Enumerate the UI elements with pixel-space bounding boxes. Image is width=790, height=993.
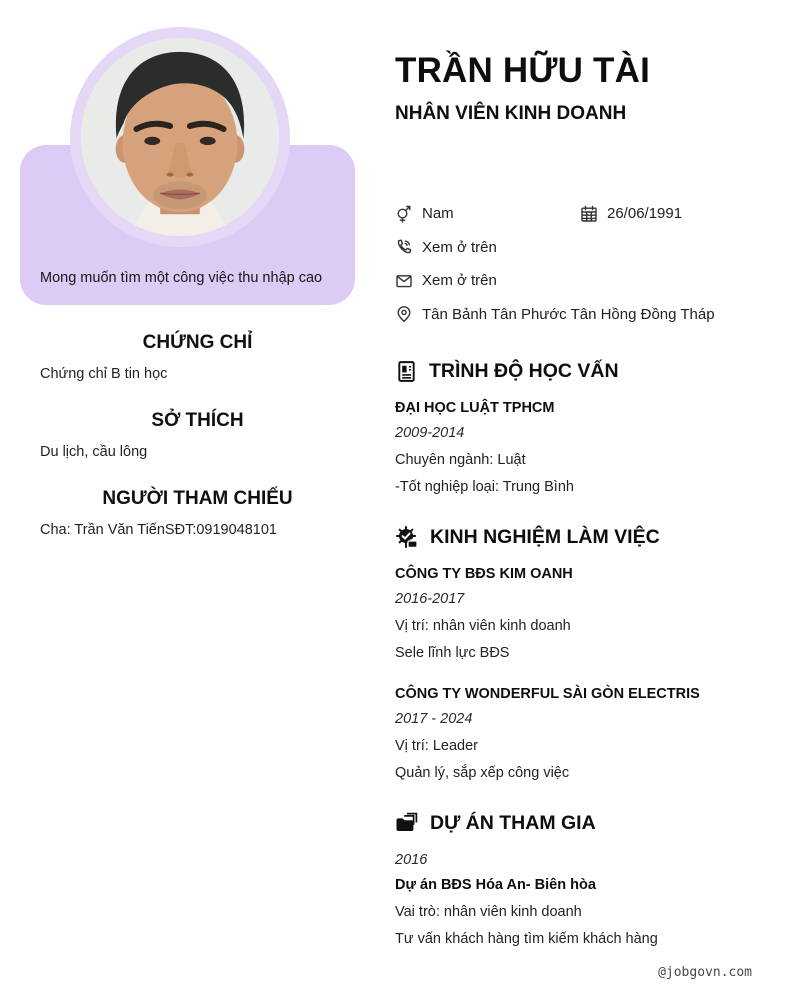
section-experience [395, 525, 767, 781]
education-heading: TRÌNH ĐỘ HỌC VẤN [429, 360, 619, 383]
address-value: Tân Bảnh Tân Phước Tân Hồng Đồng Tháp [422, 305, 715, 323]
email-value: Xem ở trên [422, 272, 497, 290]
experience-detail: Sele lĩnh lực BĐS [395, 645, 510, 662]
phone-field [395, 238, 497, 256]
project-date: 2016 [395, 852, 428, 869]
project-role: Vai trò: nhân viên kinh doanh [395, 904, 582, 921]
experience-company: CÔNG TY WONDERFUL SÀI GÒN ELECTRIS [395, 686, 700, 703]
profile-quote: Mong muốn tìm một công việc thu nhập cao [40, 270, 323, 286]
contact-row-address [395, 305, 767, 323]
calendar-icon [580, 205, 598, 223]
dob-value: 26/06/1991 [607, 205, 683, 223]
references-line: Cha: Trần Văn TiếnSĐT:0919048101 [40, 522, 277, 538]
gear-check-icon [395, 525, 419, 549]
right-column [395, 0, 767, 947]
experience-entry-2 [395, 686, 767, 781]
profile-name: TRẦN HỮU TÀI [395, 51, 651, 90]
references-heading: NGƯỜI THAM CHIẾU [102, 488, 293, 509]
section-education [395, 360, 767, 495]
email-field [395, 272, 497, 290]
gender-icon [395, 205, 413, 223]
hobbies-heading: SỞ THÍCH [151, 410, 244, 431]
certificate-icon [395, 360, 418, 383]
location-icon [395, 305, 413, 323]
projects-heading-row [395, 811, 767, 835]
folder-icon [395, 811, 419, 835]
left-sections [40, 332, 355, 538]
phone-icon [395, 238, 413, 256]
education-grade: -Tốt nghiệp loại: Trung Bình [395, 479, 574, 496]
experience-date: 2016-2017 [395, 591, 465, 608]
experience-position: Vị trí: nhân viên kinh doanh [395, 618, 571, 635]
education-school: ĐẠI HỌC LUẬT TPHCM [395, 400, 555, 417]
section-hobbies [40, 410, 355, 460]
gender-field [395, 205, 580, 223]
profile-job-title: NHÂN VIÊN KINH DOANH [395, 102, 627, 124]
gender-value: Nam [422, 205, 454, 223]
mail-icon [395, 272, 413, 290]
experience-heading: KINH NGHIỆM LÀM VIỆC [430, 525, 660, 548]
experience-company: CÔNG TY BĐS KIM OANH [395, 566, 573, 583]
portrait-man-illustration [81, 38, 279, 236]
contact-row-email [395, 272, 767, 290]
dob-field [580, 205, 682, 223]
site-watermark: @jobgovn.com [658, 965, 752, 980]
contact-row-phone [395, 238, 767, 256]
section-projects [395, 811, 767, 947]
address-field [395, 305, 715, 323]
contact-info [395, 205, 767, 324]
experience-detail: Quản lý, sắp xếp công việc [395, 765, 570, 782]
profile-photo [81, 38, 279, 236]
project-detail: Tư vấn khách hàng tìm kiếm khách hàng [395, 931, 658, 948]
photo-area [0, 0, 375, 305]
projects-heading: DỰ ÁN THAM GIA [430, 811, 596, 834]
photo-ring [70, 27, 290, 247]
section-references [40, 488, 355, 538]
left-column [0, 0, 375, 538]
experience-heading-row [395, 525, 767, 549]
education-date: 2009-2014 [395, 425, 465, 442]
education-heading-row [395, 360, 767, 383]
section-certificates [40, 332, 355, 382]
experience-date: 2017 - 2024 [395, 711, 473, 728]
certificates-line: Chứng chỉ B tin học [40, 366, 168, 382]
contact-row-gender-dob [395, 205, 767, 223]
project-title: Dự án BĐS Hóa An- Biên hòa [395, 877, 596, 894]
certificates-heading: CHỨNG CHỈ [142, 332, 253, 353]
project-entry [395, 852, 767, 947]
experience-entry-1 [395, 566, 767, 661]
experience-position: Vị trí: Leader [395, 738, 479, 755]
education-entry [395, 400, 767, 495]
hobbies-line: Du lịch, cầu lông [40, 444, 148, 460]
phone-value: Xem ở trên [422, 238, 497, 256]
education-major: Chuyên ngành: Luật [395, 452, 526, 469]
